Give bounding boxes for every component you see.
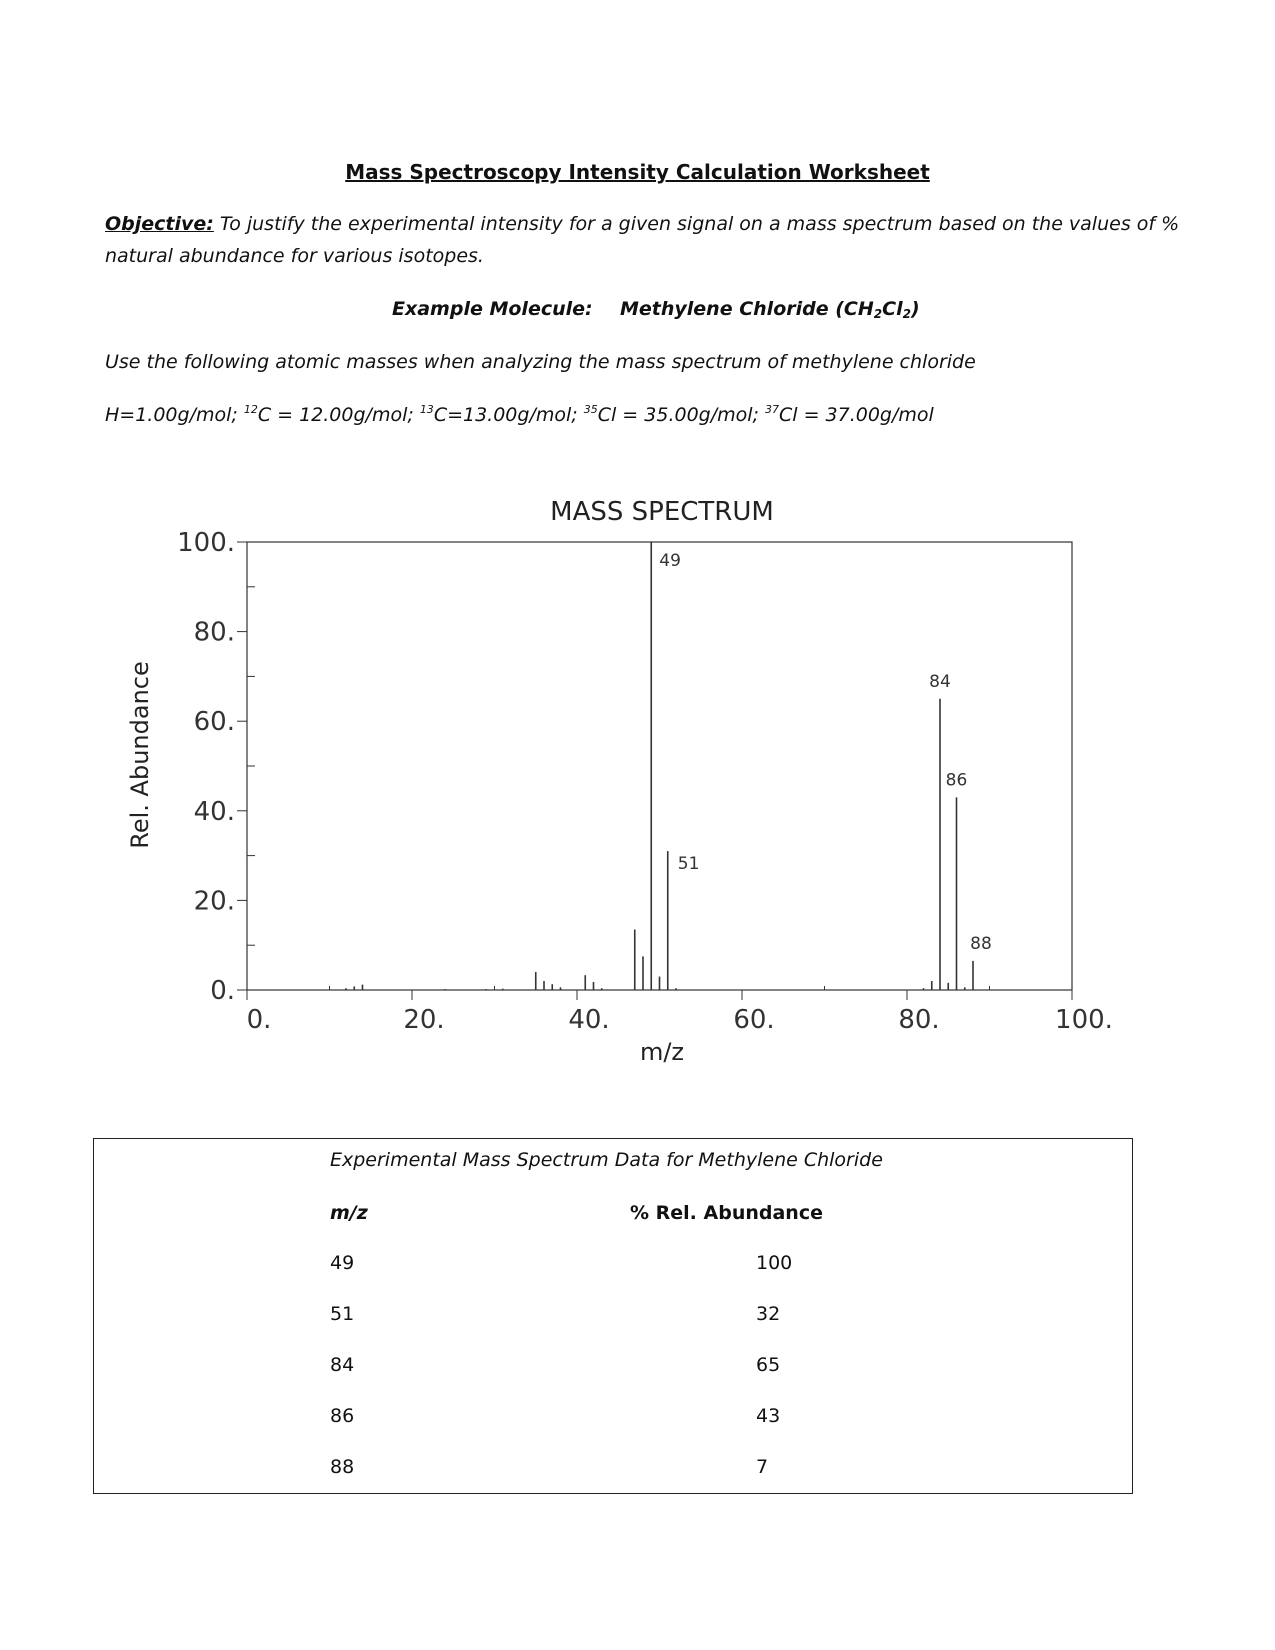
y-tick-label: 40.	[193, 796, 235, 827]
objective-line-2: natural abundance for various isotopes.	[105, 245, 484, 267]
y-tick-label: 20.	[193, 886, 235, 917]
example-molecule-name: Methylene Chloride $(CH_2Cl_2)$	[620, 298, 920, 321]
example-label: Example Molecule:	[392, 298, 593, 320]
peak-label: 84	[929, 671, 951, 692]
x-tick-label: 80.	[898, 1005, 940, 1035]
table-cell-abundance: 43	[756, 1405, 781, 1427]
table-cell-mz: 88	[330, 1456, 355, 1478]
y-tick-label: 0.	[210, 976, 235, 1006]
x-tick-label: 60.	[733, 1005, 775, 1035]
table-cell-abundance: 65	[756, 1354, 781, 1376]
table-cell-mz: 86	[330, 1405, 355, 1427]
objective-line-1	[105, 213, 1179, 235]
objective-label: Objective:	[105, 213, 214, 235]
y-axis-label: Rel. Abundance	[126, 661, 154, 849]
table-cell-mz: 84	[330, 1354, 355, 1376]
x-tick-label: 0.	[246, 1005, 272, 1035]
table-cell-abundance: 32	[756, 1303, 781, 1325]
y-tick-label: 80.	[193, 617, 235, 648]
peak-label: 88	[970, 933, 992, 954]
peak-label: 51	[677, 854, 700, 875]
x-tick-label: 40.	[568, 1005, 610, 1035]
peak-label: 49	[659, 551, 681, 571]
table-cell-mz: 51	[330, 1303, 355, 1325]
table-cell-mz: 49	[330, 1252, 355, 1274]
instruction-text: Use the following atomic masses when analyzing the mass spectrum of methylene chloride	[105, 351, 976, 373]
column-header-abundance: % Rel. Abundance	[630, 1202, 823, 1224]
data-table-box	[93, 1138, 1133, 1494]
plot-frame	[247, 542, 1072, 990]
chart-title: MASS SPECTRUM	[550, 497, 774, 527]
table-cell-abundance: 7	[756, 1456, 769, 1478]
table-caption: Experimental Mass Spectrum Data for Methylene Chloride	[330, 1149, 883, 1171]
mass-spectrum-chart	[0, 490, 1275, 1094]
x-tick-label: 100.	[1055, 1005, 1113, 1035]
chart-svg	[0, 490, 1275, 1090]
atomic-masses-line: H=1.00g/mol; $^{12}$C = 12.00g/mol; $^{13}$C=13.00g/mol; $^{35}$Cl = 35.00g/mol; $^{37}$Cl = 37.00g/mol	[105, 403, 934, 426]
y-tick-label: 60.	[193, 707, 235, 738]
x-tick-label: 20.	[403, 1005, 445, 1035]
table-cell-abundance: 100	[756, 1252, 793, 1274]
y-tick-label: 100.	[177, 528, 235, 558]
worksheet-title: Mass Spectroscopy Intensity Calculation Worksheet	[345, 160, 930, 184]
objective-text: To justify the experimental intensity for a given signal on a mass spectrum based on the values of %	[213, 213, 1180, 235]
x-axis-label: m/z	[639, 1038, 685, 1066]
column-header-mz: m/z	[330, 1202, 368, 1224]
peak-label: 86	[945, 770, 968, 791]
